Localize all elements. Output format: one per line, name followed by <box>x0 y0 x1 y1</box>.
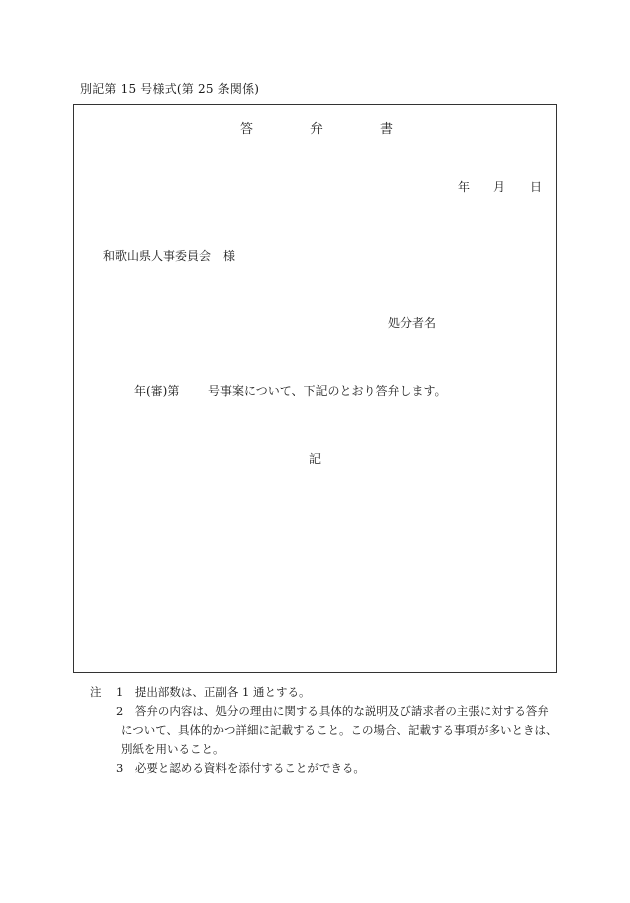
note-item-2-line-3: 別紙を用いること。 <box>121 742 225 756</box>
case-statement: 号事案について、下記のとおり答弁します。 <box>208 384 447 398</box>
note-item-2-line-1: 2 答弁の内容は、処分の理由に関する具体的な説明及び請求者の主張に対する答弁 <box>116 704 549 718</box>
case-number-prefix: 年(審)第 <box>134 384 180 398</box>
note-item-1: 1 提出部数は、正副各 1 通とする。 <box>116 685 311 699</box>
date-year: 年 <box>458 180 471 194</box>
note-item-3: 3 必要と認める資料を添付することができる。 <box>116 761 365 775</box>
title-char-2: 弁 <box>310 122 324 137</box>
respondent-name-label: 処分者名 <box>388 316 437 330</box>
notes-heading: 注 <box>90 685 102 699</box>
ki-heading: 記 <box>309 452 322 466</box>
date-month: 月 <box>493 180 506 194</box>
addressee: 和歌山県人事委員会 様 <box>103 249 236 263</box>
date-day: 日 <box>530 180 543 194</box>
note-item-2-line-2: について、具体的かつ詳細に記載すること。この場合、記載する事項が多いときは、 <box>121 723 558 737</box>
title-char-3: 書 <box>380 122 394 137</box>
title-char-1: 答 <box>240 122 254 137</box>
form-label: 別記第 15 号様式(第 25 条関係) <box>80 82 260 96</box>
